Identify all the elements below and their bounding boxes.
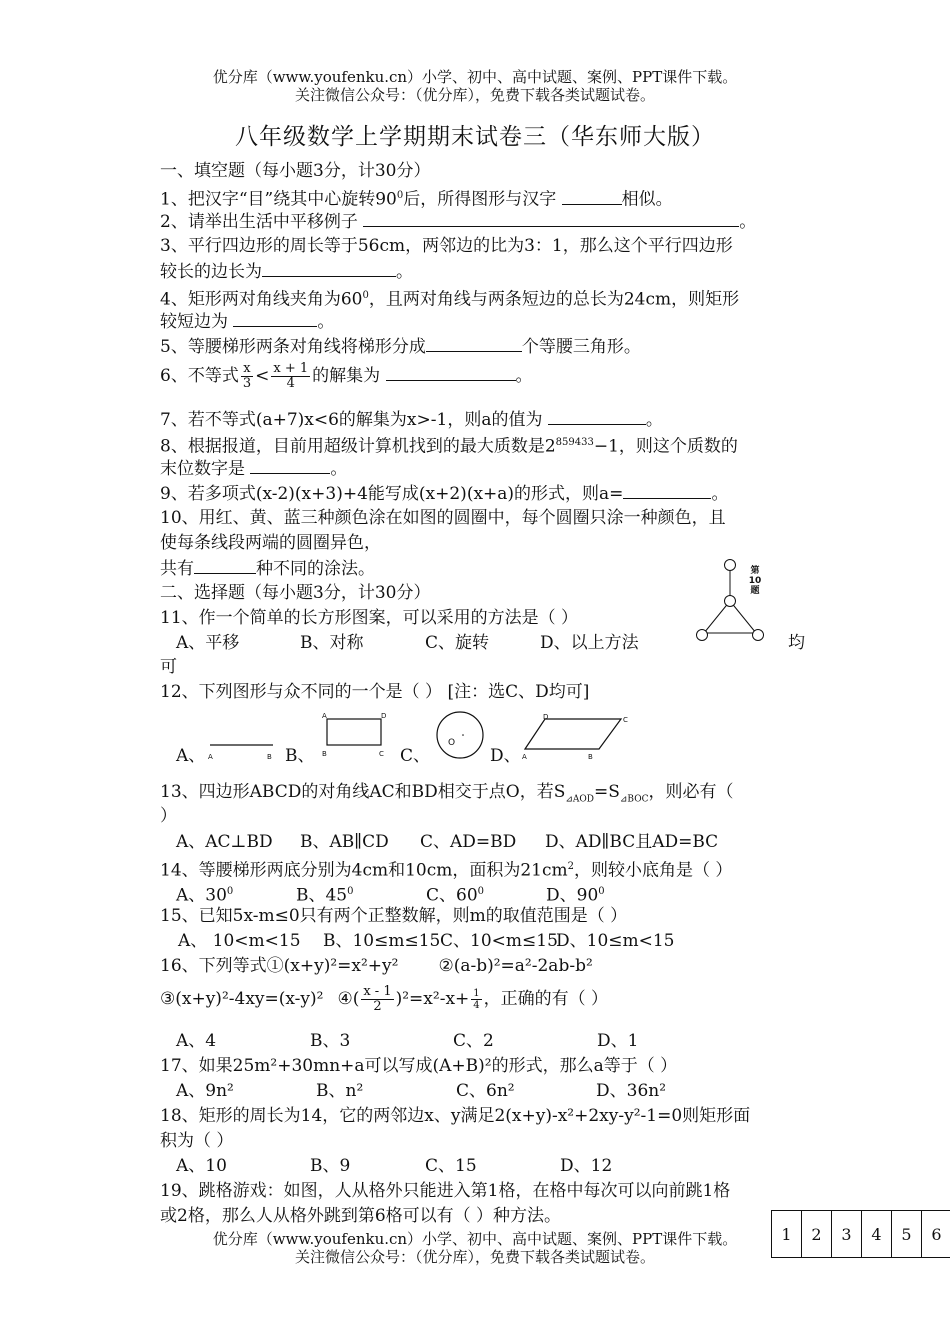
label-point-c: C xyxy=(379,750,384,758)
figure-circle xyxy=(437,712,483,758)
fraction-x-over-3: $\frac{x}{3}$ xyxy=(242,361,252,391)
grid-cell: 6 xyxy=(931,1224,942,1244)
figure-q10-label: 第 10 题 xyxy=(748,566,762,596)
answer-blank[interactable] xyxy=(262,260,396,277)
option-b[interactable]: B、3 xyxy=(310,1031,351,1051)
question-16-line-2: ③(x+y)²-4xy=(x-y)² ④( $\frac{x - 1}{2}$ )²=x²-x+ $\frac{1}{4}$ ，正确的有（ ） xyxy=(160,984,609,1014)
option-c[interactable]: C、2 xyxy=(453,1031,494,1051)
label-point-b: B xyxy=(588,753,593,761)
fraction-x-minus-1-over-2: $\frac{x - 1}{2}$ xyxy=(363,984,392,1014)
answer-blank[interactable] xyxy=(250,457,330,474)
option-a[interactable]: A、平移 xyxy=(176,633,240,653)
label-point-d: D xyxy=(543,713,549,721)
option-a[interactable]: A、 xyxy=(176,746,206,766)
figure-rectangle xyxy=(327,719,381,745)
question-8-line-1: 8、根据报道，目前用超级计算机找到的最大质数是$2^{859433}-1$，则这个质数的 xyxy=(160,436,738,457)
question-7: 7、若不等式(a+7)x<6的解集为x>-1，则a的值为 。 xyxy=(160,410,663,430)
label-point-b: B xyxy=(322,750,327,758)
answer-blank[interactable] xyxy=(233,310,317,327)
option-c[interactable]: C、6n² xyxy=(456,1081,515,1101)
question-12-stem: 12、下列图形与众不同的一个是（ ） [注：选C、D均可] xyxy=(160,682,590,702)
question-2: 2、请举出生活中平移例子 。 xyxy=(160,212,757,232)
grid-cell: 5 xyxy=(892,1211,922,1257)
page-title: 八年级数学上学期期末试卷三（华东师大版） xyxy=(235,124,715,150)
grid-cell: 1 xyxy=(772,1211,802,1257)
figure-circle xyxy=(725,560,736,571)
option-b[interactable]: B、AB∥CD xyxy=(300,832,389,852)
question-3-line-2: 较长的边长为 。 xyxy=(160,262,413,282)
option-d[interactable]: D、12 xyxy=(560,1156,613,1176)
option-d[interactable]: D、$90^0$ xyxy=(546,885,605,906)
question-18-line-2: 积为（ ） xyxy=(160,1131,234,1151)
question-15-stem: 15、已知5x-m≤0只有两个正整数解，则m的取值范围是（ ） xyxy=(160,906,628,926)
option-a[interactable]: A、10 xyxy=(176,1156,227,1176)
answer-blank[interactable] xyxy=(386,364,516,381)
question-4-line-2: 较短边为 。 xyxy=(160,312,335,332)
option-b[interactable]: B、$45^0$ xyxy=(296,885,354,906)
option-d[interactable]: D、AD∥BC且AD=BC xyxy=(545,832,719,852)
option-d-tail: 均 xyxy=(788,633,805,653)
answer-blank[interactable] xyxy=(363,210,739,227)
question-4-line-1: 4、矩形两对角线夹角为$60^0$，且两对角线与两条短边的总长为24cm，则矩形 xyxy=(160,289,740,310)
question-9: 9、若多项式(x-2)(x+3)+4能写成(x+2)(x+a)的形式，则a= 。 xyxy=(160,484,729,504)
figure-circle xyxy=(725,596,736,607)
answer-blank[interactable] xyxy=(426,335,522,352)
question-10-line-3: 共有 种不同的涂法。 xyxy=(160,559,375,579)
option-c[interactable]: C、10<m≤15 xyxy=(440,931,558,951)
question-14-stem: 14、等腰梯形两底分别为4cm和10cm，面积为$21cm^2$，则较小底角是（ ） xyxy=(160,860,733,881)
question-6: 6、不等式 $\frac{x}{3}$ < $\frac{x + 1}{4}$ 的解集为 。 xyxy=(160,361,533,391)
question-18-line-1: 18、矩形的周长为14，它的两邻边x、y满足2(x+y)-x²+2xy-y²-1=0则矩形面 xyxy=(160,1106,751,1126)
option-a[interactable]: A、4 xyxy=(176,1031,217,1051)
option-b[interactable]: B、对称 xyxy=(300,633,364,653)
option-a[interactable]: A、9n² xyxy=(176,1081,234,1101)
label-point-d: D xyxy=(381,712,387,720)
question-16-line-1: 16、下列等式①(x+y)²=x²+y² ②(a-b)²=a²-2ab-b² xyxy=(160,956,593,976)
question-13-line-1: 13、四边形ABCD的对角线AC和BD相交于点O，若$S_{⊿AOD}=S_{⊿BOC}$，则必有（ xyxy=(160,782,734,805)
fraction-1-over-4: $\frac{1}{4}$ xyxy=(473,988,480,1011)
question-3-line-1: 3、平行四边形的周长等于56cm，两邻边的比为3：1，那么这个平行四边形 xyxy=(160,236,733,256)
question-5: 5、等腰梯形两条对角线将梯形分成 个等腰三角形。 xyxy=(160,337,641,357)
option-d[interactable]: D、 xyxy=(490,746,521,766)
answer-blank[interactable] xyxy=(562,188,622,205)
figure-circle xyxy=(697,630,708,641)
label-center-o: O xyxy=(448,738,456,748)
option-a[interactable]: A、 10<m<15 xyxy=(178,931,301,951)
option-c[interactable]: C、 xyxy=(400,746,431,766)
option-d-tail-2: 可 xyxy=(160,657,177,677)
label-point-a: A xyxy=(522,753,527,761)
question-19-line-2: 或2格，那么人从格外跳到第6格可以有（ ）种方法。 xyxy=(160,1206,562,1226)
grid-cell: 4 xyxy=(862,1211,892,1257)
header-line-1: 优分库（www.youfenku.cn）小学、初中、高中试题、案例、PPT课件下载。 xyxy=(212,68,738,86)
question-13-line-2: ） xyxy=(160,806,177,826)
figure-circle xyxy=(753,630,764,641)
option-c[interactable]: C、AD=BD xyxy=(420,832,517,852)
figure-q10-circle-graph xyxy=(690,555,780,650)
section-2-heading: 二、选择题（每小题3分，计30分） xyxy=(160,583,431,603)
figure-parallelogram xyxy=(525,719,621,749)
label-point-a: A xyxy=(322,712,327,720)
fraction-x-plus-1-over-4: $\frac{x + 1}{4}$ xyxy=(273,361,309,391)
label-point-c: C xyxy=(623,716,628,724)
option-b[interactable]: B、n² xyxy=(316,1081,364,1101)
label-point-b: B xyxy=(267,753,272,761)
grid-cell: 3 xyxy=(832,1211,862,1257)
footer-line-2: 关注微信公众号：（优分库），免费下载各类试题试卷。 xyxy=(294,1248,655,1266)
grid-cell: 2 xyxy=(802,1211,832,1257)
option-b[interactable]: B、9 xyxy=(310,1156,351,1176)
option-d[interactable]: D、以上方法 xyxy=(540,633,639,653)
option-d[interactable]: D、36n² xyxy=(596,1081,667,1101)
question-1: 1、把汉字“目”绕其中心旋转$90^0$后，所得图形与汉字 相似。 xyxy=(160,189,673,210)
answer-blank[interactable] xyxy=(194,557,256,574)
option-b[interactable]: B、10≤m≤15 xyxy=(323,931,441,951)
option-a[interactable]: A、AC⊥BD xyxy=(176,832,273,852)
option-c[interactable]: C、旋转 xyxy=(425,633,490,653)
option-b[interactable]: B、 xyxy=(285,746,315,766)
footer-line-1: 优分库（www.youfenku.cn）小学、初中、高中试题、案例、PPT课件下载。 xyxy=(212,1230,738,1248)
question-10-line-1: 10、用红、黄、蓝三种颜色涂在如图的圆圈中，每个圆圈只涂一种颜色，且 xyxy=(160,508,726,528)
question-17-stem: 17、如果25m²+30mn+a可以写成(A+B)²的形式，那么a等于（ ） xyxy=(160,1056,678,1076)
question-11-stem: 11、作一个简单的长方形图案，可以采用的方法是（ ） xyxy=(160,608,579,628)
option-d[interactable]: D、1 xyxy=(597,1031,639,1051)
question-10-line-2: 使每条线段两端的圆圈异色， xyxy=(160,533,381,553)
header-line-2: 关注微信公众号：（优分库），免费下载各类试题试卷。 xyxy=(294,86,655,104)
option-d[interactable]: D、10≤m<15 xyxy=(556,931,675,951)
option-c[interactable]: C、15 xyxy=(425,1156,477,1176)
question-19-line-1: 19、跳格游戏：如图，人从格外只能进入第1格，在格中每次可以向前跳1格 xyxy=(160,1181,731,1201)
option-c[interactable]: C、$60^0$ xyxy=(426,885,485,906)
label-point-a: A xyxy=(208,753,213,761)
answer-blank[interactable] xyxy=(548,408,646,425)
option-a[interactable]: A、$30^0$ xyxy=(176,885,234,906)
answer-blank[interactable] xyxy=(623,482,711,499)
question-8-line-2: 末位数字是 。 xyxy=(160,459,348,479)
section-1-heading: 一、填空题（每小题3分，计30分） xyxy=(160,161,431,181)
